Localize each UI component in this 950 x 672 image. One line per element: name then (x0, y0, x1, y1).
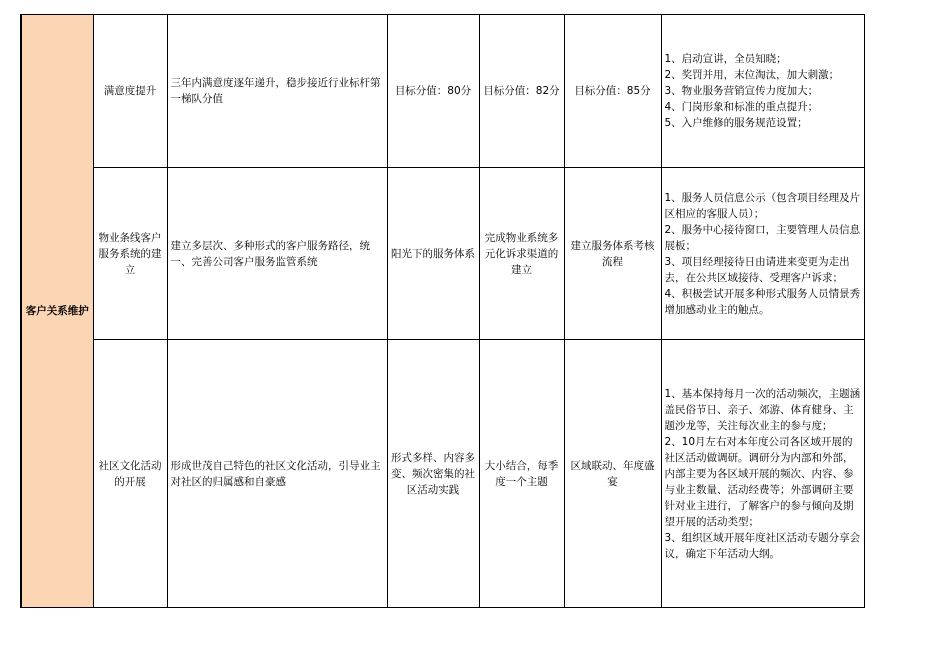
measure-line: 3、项目经理接待日由请进来变更为走出去，在公共区域接待、受理客户诉求； (664, 255, 850, 284)
table-row (21, 168, 864, 340)
measure-line: 4、门岗形象和标准的重点提升； (664, 101, 819, 113)
plan-table (20, 14, 865, 608)
item-cell: 社区文化活动的开展 (93, 340, 167, 608)
measures-cell (661, 340, 864, 608)
measure-line: 2、服务中心接待窗口，主要管理人员信息展板； (664, 223, 861, 252)
measures-cell (661, 168, 864, 340)
year1-cell: 目标分值：80分 (387, 15, 479, 168)
year3-cell: 目标分值：85分 (564, 15, 661, 168)
measure-line: 1、基本保持每月一次的活动频次，主题涵盖民俗节日、亲子、郊游、体育健身、主题沙龙等，关注每次业主的参与度； (664, 387, 861, 432)
measure-line: 4、积极尝试开展多种形式服务人员情景秀增加感动业主的触点。 (664, 287, 861, 316)
year2-cell: 完成物业系统多元化诉求渠道的建立 (479, 168, 564, 340)
measure-line: 2、奖罚并用，末位淘汰，加大刺激； (664, 69, 840, 81)
goal-cell: 建立多层次、多种形式的客户服务路径，统一、完善公司客户服务监管系统 (167, 168, 387, 340)
measures-cell (661, 15, 864, 168)
year1-cell: 形式多样、内容多变、频次密集的社区活动实践 (387, 340, 479, 608)
measure-line: 1、启动宣讲，全员知晓； (664, 53, 787, 65)
table-row (21, 340, 864, 608)
measure-line: 5、入户维修的服务规范设置； (664, 117, 808, 129)
goal-cell: 形成世茂自己特色的社区文化活动，引导业主对社区的归属感和自豪感 (167, 340, 387, 608)
table-row (21, 15, 864, 168)
measure-line: 3、组织区域开展年度社区活动专题分享会议，确定下年活动大纲。 (664, 531, 861, 560)
year1-cell: 阳光下的服务体系 (387, 168, 479, 340)
item-cell: 满意度提升 (93, 15, 167, 168)
measure-line: 3、物业服务营销宣传力度加大； (664, 85, 819, 97)
measure-line: 2、10月左右对本年度公司各区域开展的社区活动做调研。调研分为内部和外部，内部主要为各区域开展的频次、内容、参与业主数量、活动经费等；外部调研主要针对业主进行，了解客户的参与倾向及期望开展的活动类型； (664, 435, 854, 528)
year2-cell: 大小结合，每季度一个主题 (479, 340, 564, 608)
measure-line: 1、服务人员信息公示（包含项目经理及片区相应的客服人员）； (664, 191, 861, 220)
category-cell: 客户关系维护 (21, 15, 93, 608)
item-cell: 物业条线客户服务系统的建立 (93, 168, 167, 340)
year3-cell: 区域联动、年度盛宴 (564, 340, 661, 608)
goal-cell: 三年内满意度逐年递升，稳步接近行业标杆第一梯队分值 (167, 15, 387, 168)
year2-cell: 目标分值：82分 (479, 15, 564, 168)
year3-cell: 建立服务体系考核流程 (564, 168, 661, 340)
